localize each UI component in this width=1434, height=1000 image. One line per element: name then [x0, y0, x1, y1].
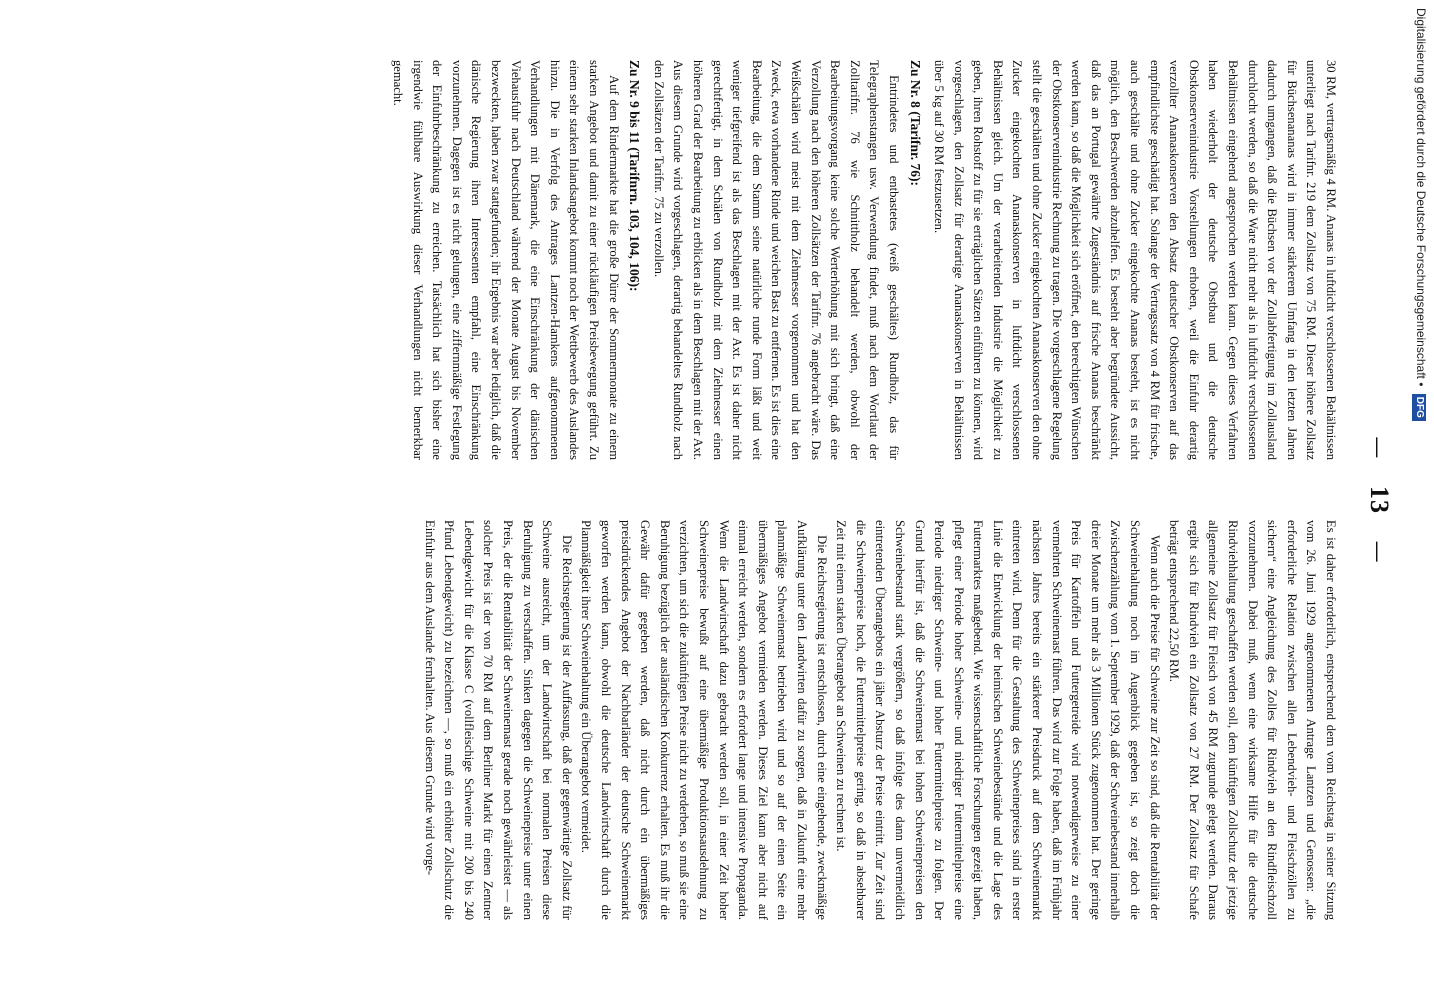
- right-paragraph-2: Wenn auch die Preise für Schweine zur Zeit so sind, daß die Rentabilität der Schweinehaltung noch im Augenblick gegeben ist, so zeigt doch die Zwischenzählung vom 1. September 1929, daß der Schweinebestand innerhalb dreier Monate um mehr als 3 Millionen Stück zugenommen hat. Der geringe Preis für Kartoffeln und Futtergetreide wird notwendigerweise zu einer vermehrten Schweinemast führen. Das wird zur Folge haben, daß im Frühjahr nächsten Jahres bereits ein stärkerer Preisdruck auf dem Schweinemarkt eintreten wird. Denn für die Gestaltung des Schweinepreises sind in erster Linie die Entwicklung der heimischen Schweinebestände und die Lage des Futtermarktes maßgebend. Wie wissenschaftliche Forschungen gezeigt haben, pflegt einer Periode hoher Schweine- und niedriger Futtermittelpreise eine Periode niedriger Schweine- und hoher Futtermittelpreise zu folgen. Der Grund hierfür ist, daß die Schweinemast bei hohen Schweinepreisen den Schweinebestand stark vergrößern, so daß infolge des dann unvermeidlich eintretenden Überangebots ein jäher Absturz der Preise eintritt. Zur Zeit sind die Schweinepreise hoch, die Futtermittelpreise gering, so daß in absehbarer Zeit mit einem starken Überangebot an Schweinen zu rechnen ist.: [834, 520, 1162, 920]
- page-header: [1364, 0, 1394, 1000]
- header-dash-right: —: [1365, 540, 1390, 564]
- section-text-nr9-11: Auf dem Rindermarkte hat die große Dürre der Sommermonate zu einem starken Angebot und damit zu einer rückläufigen Preisbewegung geführt. Zu einem sehr starken Inlandsangebot kommt noch der Wettbewerb des Auslandes hinzu. Die in Verfolg des Antrages Lantzen-Hamkens aufgenommenen Verhandlungen mit Dänemark, die eine Einschränkung der dänischen Viehausfuhr nach Deutschland während der Monate August bis November bezweckten, haben zwar stattgefunden; ihr Ergebnis war aber lediglich, daß die dänische Regierung ihren Interessenten empfahl, eine Einschränkung vorzunehmen. Dagegen ist es nicht gelungen, eine ziffernmäßige Festlegung der Einfuhrbeschränkung zu erreichen. Tatsächlich hat sich bisher eine irgendwie fühlbare Auswirkung dieser Verhandlungen nicht bemerkbar gemacht.: [391, 60, 621, 460]
- section-heading-nr9-11: Zu Nr. 9 bis 11 (Tarifnrn. 103, 104, 106):: [627, 60, 643, 292]
- right-text-column: [80, 520, 1340, 920]
- dfg-logo: DFG: [1412, 394, 1426, 421]
- header-dash-left: —: [1365, 436, 1390, 460]
- page-number: 13: [1365, 486, 1394, 514]
- section-heading-nr8: Zu Nr. 8 (Tarifnr. 76):: [907, 60, 923, 187]
- credit-text: Digitalisierung gefördert durch die Deutsche Forschungsgemeinschaft •: [1414, 8, 1428, 387]
- right-paragraph-1: Es ist daher erforderlich, entsprechend dem vom Reichstag in seiner Sitzung vom 26. Juni 1929 angenommenen Antrage Lantzen und Genossen: „die erforderliche Relation zwischen allen Lebendvieh- und Fleischzöllen zu sichern“ eine Angleichung des Zolles für Rindvieh an den Rindfleischzoll vorzunehmen. Dabei muß, wenn eine wirksame Hilfe für die deutsche Rindviehhaltung geschaffen werden soll, dem künftigen Zollschutz der jetzige allgemeine Zollsatz für Fleisch von 45 RM zugrunde gelegt werden. Daraus ergibt sich für Rindvieh ein Zollsatz von 27 RM. Der Zollsatz für Schafe beträgt entsprechend 22,50 RM.: [1167, 520, 1338, 920]
- left-text-column: [80, 60, 1340, 460]
- digitization-credit: [1411, 8, 1431, 998]
- left-paragraph-1: 30 RM, vertragsmäßig 4 RM. Ananas in luftdicht verschlossenen Behältnissen unterliegt nach Tarifnr. 219 dem Zollsatz von 75 RM. Dieser höhere Zollsatz für Büchsenananas wird in immer stärkerem Umfang in den letzten Jahren dadurch umgangen, daß die Büchsen vor der Zollabfertigung im Zollausland durchlocht werden, so daß die Ware nicht mehr als in luftdicht verschlossenen Behältnissen eingehend angesprochen werden kann. Gegen dieses Verfahren haben wiederholt der deutsche Obstbau und die deutsche Obstkonservenindustrie Vorstellungen erhoben, weil die Einfuhr derartig verzollter Ananaskonserven den Absatz deutscher Obstkonserven auf das empfindlichste geschädigt hat. Solange der Vertragssatz von 4 RM für frische, auch geschälte und ohne Zucker eingekochte Ananas besteht, ist es nicht möglich, den Beschwerden abzuhelfen. Es besteht aber begründete Aussicht, daß das an Portugal gewährte Zugeständnis auf frische Ananas beschränkt werden kann, so daß die Möglichkeit sich eröffnet, den berechtigten Wünschen der Obstkonservenindustrie Rechnung zu tragen. Die vorgeschlagene Regelung stellt die geschälten und ohne Zucker eingekochten Ananaskonserven den ohne Zucker eingekochten Ananaskonserven in luftdicht verschlossenen Behältnissen gleich. Um der verarbeitenden Industrie die Möglichkeit zu geben, ihren Rohstoff zu für sie erträglichen Sätzen einführen zu können, wird vorgeschlagen, den Zollsatz für derartige Ananaskonserven in Behältnissen über 5 kg auf 30 RM festzusetzen.: [932, 60, 1338, 460]
- right-paragraph-4: Die Reichsregierung ist der Auffassung, daß der gegenwärtige Zollsatz für Schweine ausreicht, um der Landwirtschaft bei normalen Preisen diese Beruhigung zu verschaffen. Sinken dagegen die Schweinepreise unter einen Preis, der die Rentabilität der Schweinemast gerade noch gewährleistet — als solcher Preis ist der von 70 RM auf dem Berliner Markt für einen Zentner Lebendgewicht für die Klasse C (vollfleischige Schweine mit 200 bis 240 Pfund Lebendgewicht) zu bezeichnen —, so muß ein erhöhter Zollschutz die Einfuhr aus dem Auslande fernhalten. Aus diesem Grunde wird vorge-: [422, 520, 574, 920]
- right-paragraph-3: Die Reichsregierung ist entschlossen, durch eine eingehende, zweckmäßige Aufklärung unter den Landwirten dafür zu sorgen, daß in Zukunft eine mehr planmäßige Schweinemast betrieben wird und so auf der einen Seite ein übermäßiges Angebot vermieden werden. Dieses Ziel kann aber nicht auf einmal erreicht werden, sondern es erfordert lange und intensive Propaganda. Wenn die Landwirtschaft dazu gebracht werden soll, in einer Zeit hoher Schweinepreise bewußt auf eine übermäßige Produktionsausdehnung zu verzichten, um sich die zukünftigen Preise nicht zu verderben, so muß sie eine Beruhigung bezüglich der ausländischen Konkurrenz erhalten. Es muß ihr die Gewähr dafür gegeben werden, daß nicht durch ein übermäßiges preisdrückendes Angebot der Nachbarländer der deutsche Schweinemarkt geworfen werden kann, obwohl die deutsche Landwirtschaft durch die Planmäßigkeit ihrer Schweinehaltung ein Überangebot vermeidet.: [579, 520, 829, 920]
- section-text-nr8: Entrindetes und entbastetes (weiß geschältes) Rundholz, das für Telegraphenstangen usw. Verwendung findet, muß nach dem Wortlaut der Zolltarifnr. 76 wie Schnittholz behandelt werden, obwohl der Bearbeitungsvorgang keine solche Werterhöhung mit sich bringt, daß eine Verzollung nach den höheren Zollsätzen der Tarifnr. 76 angebracht wäre. Das Weißschälen wird meist mit dem Ziehmesser vorgenommen und hat den Zweck, etwa vorhandene Rinde und weichen Bast zu entfernen. Es ist dies eine Bearbeitung, die dem Stamm seine natürliche runde Form läßt und weit weniger tiefgreifend ist als das Beschlagen mit der Axt. Es ist daher nicht gerechtfertigt, in dem Schälen von Rundholz mit dem Ziehmesser einen höheren Grad der Bearbeitung zu erblicken als in dem Beschlagen mit der Axt. Aus diesem Grunde wird vorgeschlagen, derartig behandeltes Rundholz nach den Zollsätzen der Tarifnr. 75 zu verzollen.: [651, 60, 901, 460]
